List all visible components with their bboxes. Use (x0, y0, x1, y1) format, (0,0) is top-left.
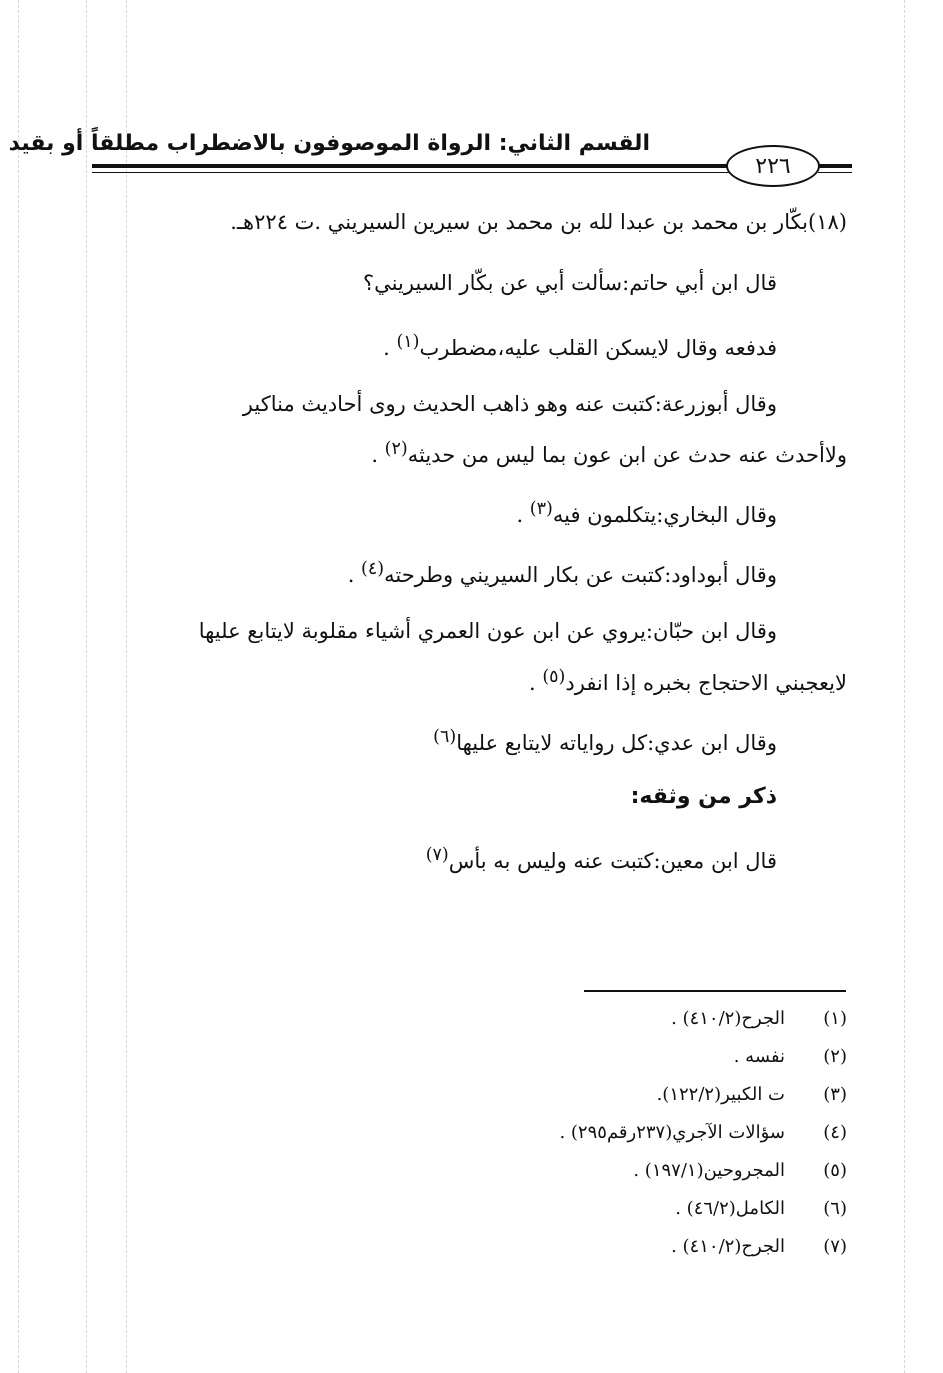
footnote-text: سؤالات الآجري(٢٣٧رقم٢٩٥) . (559, 1122, 785, 1143)
line-end: . (347, 563, 362, 587)
line-text: فدفعه وقال لايسكن القلب عليه،مضطرب (419, 336, 777, 360)
scan-artifact-line (126, 0, 127, 1373)
footnote-ref: (٢) (384, 439, 408, 459)
scan-artifact-line (86, 0, 87, 1373)
text-line (371, 432, 847, 472)
footnote-number: (٧) (823, 1236, 847, 1257)
line-end: . (371, 443, 385, 467)
header-rule-thick (92, 164, 732, 168)
footnote-item (247, 1114, 847, 1152)
line-end: . (516, 503, 530, 527)
line-end: . (528, 671, 543, 695)
header-rule-right (818, 164, 852, 168)
footnote-text: الجرح(٤١٠/٢) . (671, 1236, 785, 1257)
footnote-number: (٥) (823, 1160, 847, 1181)
text-line: قال ابن أبي حاتم:سألت أبي عن بكّار السيريني؟ (363, 271, 777, 295)
text-line (516, 492, 777, 532)
footnotes-list (247, 1000, 847, 1266)
footnote-text: المجروحين(١٩٧/١) . (633, 1160, 785, 1181)
footnote-item (247, 1152, 847, 1190)
footnote-text: ت الكبير(١٢٢/٢). (656, 1084, 785, 1105)
footnote-item (247, 1076, 847, 1114)
line-text: وقال أبوداود:كتبت عن بكار السيريني وطرحته (384, 563, 777, 587)
header-rule-thin (92, 172, 732, 173)
header-rule-right-thin (818, 172, 852, 173)
footnote-ref: (١) (396, 332, 420, 352)
footnote-text: نفسه . (733, 1046, 785, 1067)
footnote-item (247, 1000, 847, 1038)
text-line (433, 720, 777, 760)
page-number-badge: ٢٢٦ (726, 145, 820, 187)
footnote-number: (٣) (823, 1084, 847, 1105)
line-text: وقال ابن عدي:كل رواياته لايتابع عليها (456, 731, 777, 755)
line-end: . (383, 336, 397, 360)
line-text: لايعجبني الاحتجاج بخبره إذا انفرد (565, 671, 847, 695)
footnote-number: (٦) (823, 1198, 847, 1219)
footnote-item (247, 1190, 847, 1228)
footnote-text: الجرح(٤١٠/٢) . (671, 1008, 785, 1029)
running-header-title: القسم الثاني: الرواة الموصوفون بالاضطراب مطلقاً أو بقيد (8, 131, 650, 156)
text-line: وقال ابن حبّان:يروي عن ابن عون العمري أشياء مقلوبة لايتابع عليها (198, 619, 777, 643)
footnote-ref: (٧) (425, 845, 449, 865)
scan-artifact-line (904, 0, 905, 1373)
text-line (383, 325, 777, 365)
text-line (426, 838, 777, 878)
footnote-item (247, 1038, 847, 1076)
line-text: وقال البخاري:يتكلمون فيه (552, 503, 777, 527)
section-heading: ذكر من وثقه: (630, 784, 777, 809)
text-line (529, 660, 847, 700)
line-text: قال ابن معين:كتبت عنه وليس به بأس (448, 849, 777, 873)
footnote-number: (١) (823, 1008, 847, 1029)
footnote-separator (584, 990, 846, 992)
scan-artifact-line (18, 0, 19, 1373)
footnote-ref: (٥) (542, 667, 566, 687)
footnote-number: (٢) (823, 1046, 847, 1067)
footnote-ref: (٤) (361, 559, 385, 579)
footnote-ref: (٣) (529, 499, 553, 519)
footnote-number: (٤) (823, 1122, 847, 1143)
entry-title: (١٨)بكّار بن محمد بن عبدا لله بن محمد بن سيرين السيريني .ت ٢٢٤هـ. (230, 210, 847, 234)
footnote-ref: (٦) (433, 727, 457, 747)
footnote-item (247, 1228, 847, 1266)
footnote-text: الكامل(٤٦/٢) . (675, 1198, 785, 1219)
line-text: ولاأحدث عنه حدث عن ابن عون بما ليس من حديثه (407, 443, 847, 467)
text-line (348, 552, 777, 592)
text-line: وقال أبوزرعة:كتبت عنه وهو ذاهب الحديث روى أحاديث مناكير (242, 392, 777, 416)
